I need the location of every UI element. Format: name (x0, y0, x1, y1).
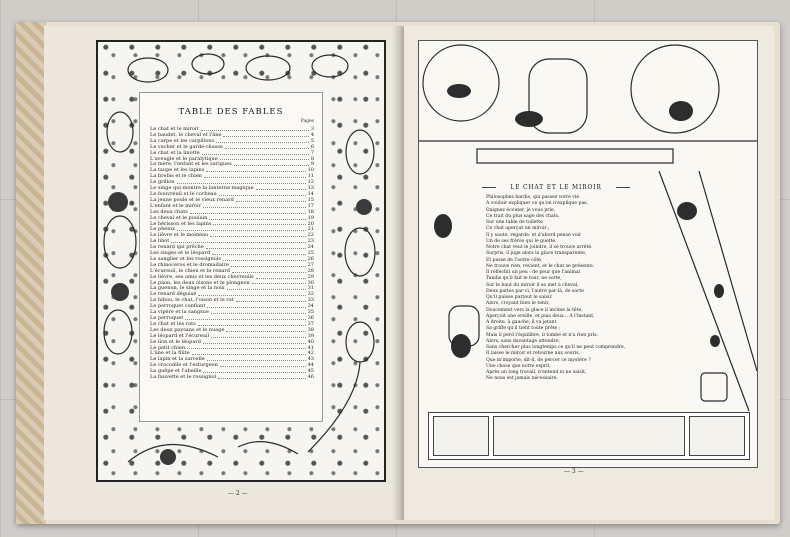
toc-title: TABLE DES FABLES (178, 107, 284, 117)
fable-title: LE CHAT ET LE MIROIR (486, 184, 626, 191)
toc-entry-page: 17 (307, 202, 314, 209)
toc-leader-dots (213, 222, 305, 226)
poem-line: Qu'il puisse partout le saisir. (486, 295, 553, 300)
toc-leader-dots (190, 210, 306, 214)
toc-leader-dots (204, 174, 306, 178)
toc-leader-dots (203, 204, 306, 208)
poem-line: Philosophes hardis, qui passez votre vie (486, 195, 580, 200)
poem-line: Sur le haut du miroir il se met à cheval, (486, 282, 579, 288)
poem-line: Sans chercher plus longtemps ce qu'il ne peut comprendre, (486, 345, 626, 350)
poem-line: Daignez écouter, je vous prie, (486, 207, 556, 213)
poem-line: Doucement vers la glace il incline la tête, (486, 307, 583, 313)
toc-leader-dots (225, 145, 309, 149)
toc-leader-dots (177, 227, 306, 231)
toc-entry-page: 15 (307, 196, 314, 203)
fable-text (486, 195, 646, 383)
toc-leader-dots (212, 251, 305, 255)
toc-entry-page: 25 (307, 250, 314, 257)
toc-leader-dots (207, 357, 306, 361)
toc-entry-title: La guêpe et l'abeille (150, 368, 202, 375)
toc-entry-page: 29 (307, 273, 314, 280)
toc-entry-title: Le chat et la linotte (150, 149, 200, 156)
toc-leader-dots (198, 322, 306, 326)
toc-leader-dots (206, 168, 305, 172)
toc-entry-page: 21 (307, 226, 314, 233)
toc-leader-dots (234, 162, 309, 166)
toc-leader-dots (171, 239, 305, 243)
toc-entry-title: Le léopard et l'écureuil (150, 332, 210, 339)
toc-entry-page: 14 (307, 190, 314, 197)
toc-entry-title: La guenon, le singe et la noix (150, 285, 225, 292)
toc-entry-page: 7 (310, 149, 314, 156)
panel-cat-face (433, 416, 489, 456)
toc-entry-title: La taupe et les lapins (150, 167, 205, 174)
toc-entry-title: Le paon, les deux oisons et le plongeon (150, 279, 250, 286)
poem-line: Ne trouve rien, revient, et le chat se présente. (486, 263, 595, 269)
toc-leader-dots (207, 304, 305, 308)
toc-leader-dots (226, 328, 305, 332)
toc-entry-title: Le cheval et le poulain (150, 214, 208, 221)
toc-entry-title: Le perroquet (150, 315, 184, 321)
toc-entry-title: La brebis et le chien (150, 173, 202, 180)
toc-leader-dots (223, 257, 306, 261)
bottom-illustration-strip (428, 412, 750, 460)
toc-entry-page: 28 (307, 267, 314, 274)
toc-leader-dots (202, 151, 309, 155)
toc-leader-dots (232, 269, 306, 273)
toc-entry-title: La vipère et la sangsue (150, 309, 209, 316)
toc-leader-dots (220, 363, 306, 367)
toc-entry-title: Le chat et les rats (150, 320, 196, 327)
toc-leader-dots (231, 263, 306, 267)
poem-line: Que m'importe, dit-il, de percer ce mystère ? (486, 357, 591, 363)
toc-entry-title: Le hérisson et les lapins (150, 220, 212, 227)
toc-entry-page: 44 (307, 362, 314, 369)
toc-leader-dots (201, 127, 309, 131)
toc-entry-page: 22 (307, 232, 314, 239)
toc-entry-title: Le linot (150, 238, 170, 245)
poem-line: Sur une table de toilette (486, 220, 543, 225)
toc-entry-page: 37 (307, 320, 314, 327)
left-page-number: — 2 — (228, 490, 248, 497)
toc-entry-page: 36 (307, 315, 314, 321)
toc-entry-title: Le sanglier et les rossignols (150, 255, 221, 262)
toc-leader-dots (218, 375, 305, 379)
toc-entry-page: 34 (307, 303, 314, 310)
toc-entry-title: L'âne et la flûte (150, 350, 190, 357)
poem-line: Ce chat aperçut un miroir ; (486, 226, 550, 232)
toc-leader-dots (236, 298, 306, 302)
toc-pages-label: Pages (300, 119, 314, 124)
toc-entry-page: 30 (307, 279, 314, 286)
panel-reading-scene (493, 416, 685, 456)
toc-entry-page: 42 (307, 350, 314, 357)
toc-entry-page: 33 (307, 297, 314, 304)
toc-entry-page: 11 (307, 173, 314, 180)
toc-leader-dots (198, 292, 305, 296)
toc-leader-dots (192, 351, 306, 355)
toc-entry-page: 13 (307, 185, 314, 192)
toc-entry-page: 4 (310, 131, 314, 138)
toc-entry-page: 8 (310, 155, 314, 162)
toc-entry-title: L'aveugle et le paralytique (150, 155, 218, 162)
poem-line: Ce trait du plus sage des chats. (486, 213, 560, 219)
toc-entry-page: 18 (307, 208, 314, 215)
poem-line: Et passe de l'autre côté, (486, 257, 543, 263)
toc-entry-page: 27 (307, 261, 314, 268)
toc-leader-dots (256, 275, 306, 279)
toc-leader-dots (209, 216, 305, 220)
toc-entry-title: La jeune poule et le vieux renard (150, 196, 234, 203)
poem-line: Notre chat veut le joindre, il se trouve arrêté. (486, 245, 593, 250)
toc-leader-dots (220, 157, 309, 161)
toc-entry-page: 45 (307, 368, 314, 375)
panel-sleeping-cat (689, 416, 745, 456)
toc-entry-title: Le lièvre, ses amis et les deux chevreuils (150, 273, 254, 280)
toc-leader-dots (256, 186, 306, 190)
toc-entry-title: Les singes et le léopard (150, 250, 211, 257)
toc-entry-title: Les deux paysans et le nuage (150, 326, 225, 333)
toc-entry-page: 23 (307, 238, 314, 245)
toc-entry-page: 32 (307, 291, 314, 298)
poem-line: Après un long travail, n'entend ni ne saisit, (486, 370, 587, 375)
poem-line: Mais il perd l'équilibre, il tombe et n'a rien pris. (486, 332, 599, 338)
poem-line: Une chose que notre esprit, (486, 363, 551, 369)
toc-entry-page: 38 (307, 326, 314, 333)
toc-leader-dots (219, 192, 306, 196)
toc-entry-title: Le singe qui montre la lanterne magique (150, 185, 254, 192)
toc-entry-page: 41 (307, 344, 314, 351)
toc-entry-page: 24 (307, 244, 314, 251)
toc-leader-dots (203, 369, 305, 373)
poem-line: Deux pattes par-ci, l'autre par-là, de sorte (486, 288, 584, 294)
toc-leader-dots (210, 233, 305, 237)
toc-list (150, 127, 314, 381)
toc-entry-title: Le vacher et le garde-chasse (150, 143, 223, 150)
toc-entry (150, 375, 314, 381)
toc-entry-page: 3 (310, 126, 314, 132)
toc-entry-page: 12 (307, 179, 314, 186)
toc-leader-dots (177, 180, 306, 184)
poem-line: Il laisse le miroir et retourne aux souris. (486, 351, 581, 357)
toc-entry-page: 10 (307, 167, 314, 174)
toc-leader-dots (252, 281, 306, 285)
poem-line: A droite, à gauche, il va jetant (486, 320, 557, 325)
toc-entry-title: L'enfant et le miroir (150, 202, 201, 209)
poem-line: Tandis qu'il fait le tour, ne sorte, (486, 276, 562, 282)
poem-line: Surpris, il juge alors la glace transparente, (486, 251, 587, 257)
toc-leader-dots (227, 286, 306, 290)
book-binding (16, 22, 46, 524)
toc-entry-title: Le lièvre et le moineau (150, 232, 209, 239)
poem-line: Un de ses frères qui le guette. (486, 238, 557, 244)
toc-entry-page: 39 (307, 332, 314, 339)
toc-entry-page: 40 (307, 338, 314, 345)
poem-line: Il réfléchit un peu : de peur que l'animal (486, 270, 581, 275)
toc-leader-dots (211, 310, 306, 314)
toc-entry-title: Le bouvreuil et le corbeau (150, 190, 217, 197)
toc-entry-title: Le lapin et la sarcelle (150, 356, 205, 363)
toc-entry-page: 5 (310, 137, 314, 144)
poem-line: Alors, croyant bien le tenir, (486, 301, 550, 307)
poem-line: A vouloir expliquer ce qu'on n'explique pas, (486, 201, 589, 207)
toc-leader-dots (236, 198, 306, 202)
table-of-contents (139, 92, 323, 422)
toc-entry-title: Le chat et le miroir (150, 126, 199, 132)
toc-entry-title: Le mère, l'enfant et les sarigues (150, 161, 232, 168)
toc-entry-title: Le rhinocéros et le dromadaire (150, 261, 229, 268)
poem-line: Ne nous est jamais nécessaire. (486, 376, 558, 382)
toc-entry-page: 19 (307, 214, 314, 221)
toc-entry-page: 31 (307, 285, 314, 292)
toc-entry-title: Le grillon (150, 179, 175, 186)
toc-entry-title: Le renard qui prêche (150, 244, 204, 251)
toc-leader-dots (187, 346, 306, 350)
toc-entry-title: Les deux chats (150, 208, 188, 215)
toc-leader-dots (206, 245, 306, 249)
toc-entry-title: Le baudet, le cheval et l'âne (150, 131, 222, 138)
toc-entry-title: L'écureuil, le chien et le renard (150, 267, 231, 274)
toc-entry-title: Le perroquet confiant (150, 303, 206, 310)
toc-entry-page: 20 (307, 220, 314, 227)
poem-line: Il y saute, regarde, et d'abord pense voir (486, 232, 582, 238)
toc-entry-page: 35 (307, 309, 314, 316)
toc-entry-page: 43 (307, 356, 314, 363)
toc-entry-page: 26 (307, 255, 314, 262)
toc-entry-title: Le renard déguisé (150, 291, 197, 298)
toc-leader-dots (211, 334, 306, 338)
toc-entry-title: Le phénix (150, 226, 175, 233)
toc-entry-title: La carpe et les carpillons (150, 137, 215, 144)
toc-entry-title: La fauvette et le rossignol (150, 374, 217, 381)
poem-line: Sa griffe qu'il tient toute prête ; (486, 326, 561, 332)
toc-entry-page: 9 (310, 161, 314, 168)
toc-entry-title: Le lion et le léopard (150, 338, 201, 345)
toc-leader-dots (223, 133, 308, 137)
poem-line: Alors, sans davantage attendre, (486, 338, 560, 344)
right-page-number: — 3 — (564, 468, 584, 475)
toc-entry-title: Le crocodile et l'esturgeon (150, 362, 218, 369)
toc-entry-title: Le hibou, le chat, l'oison et le rat (150, 297, 234, 304)
poem-line: Aperçoit une oreille, et puis deux... A l'instant, (486, 313, 595, 319)
toc-leader-dots (216, 139, 309, 143)
toc-entry-page: 46 (307, 374, 314, 381)
toc-leader-dots (185, 316, 305, 320)
toc-entry-page: 6 (310, 143, 314, 150)
toc-entry-title: Le petit chien (150, 344, 186, 351)
toc-leader-dots (203, 340, 306, 344)
